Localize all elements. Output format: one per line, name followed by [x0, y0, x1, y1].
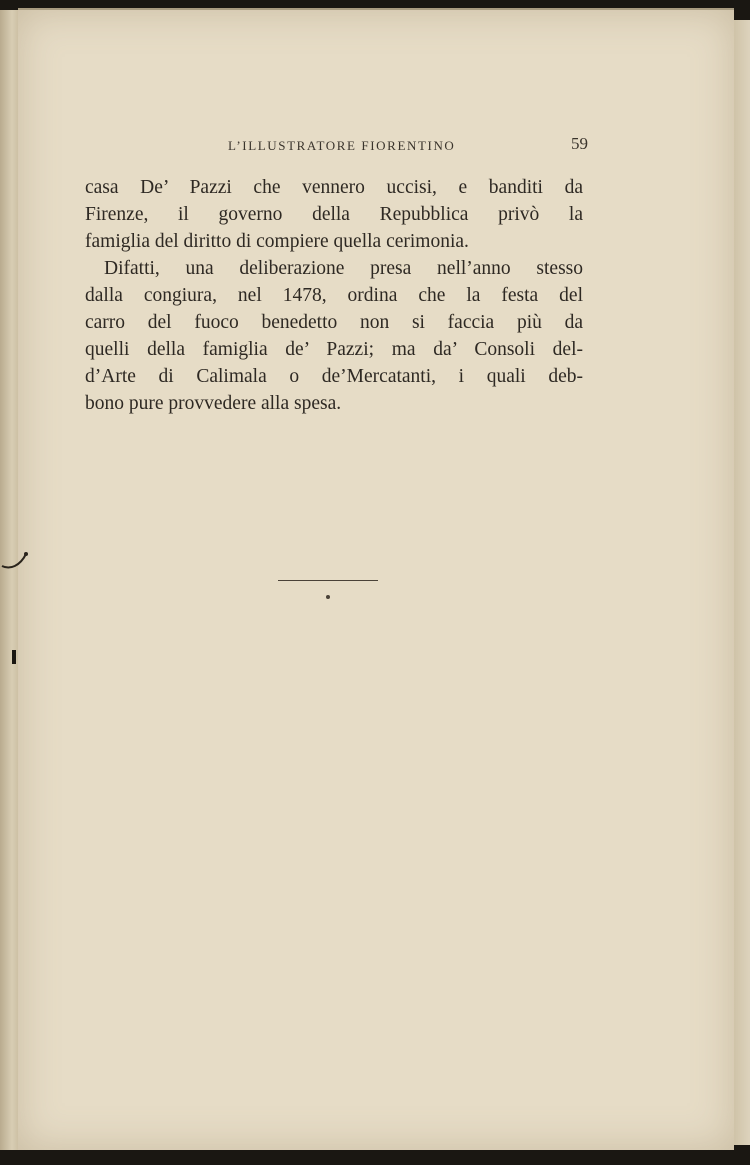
text-line: Difatti, una deliberazione presa nell’anno stesso — [104, 258, 583, 279]
text-line: casa De’ Pazzi che vennero uccisi, e banditi da — [85, 177, 583, 198]
right-page-edge — [734, 20, 750, 1145]
running-title: L’ILLUSTRATORE FIORENTINO — [228, 138, 456, 153]
body-text — [85, 174, 583, 417]
page-header — [78, 134, 588, 158]
text-line: bono pure provvedere alla spesa. — [85, 393, 342, 414]
text-line: d’Arte di Calimala o de’Mercatanti, i quali deb- — [85, 366, 583, 387]
binding-mark — [12, 650, 16, 664]
text-line: dalla congiura, nel 1478, ordina che la festa del — [85, 285, 583, 306]
section-end-rule — [278, 580, 378, 581]
text-line: quelli della famiglia de’ Pazzi; ma da’ Consoli del- — [85, 339, 583, 360]
book-page — [18, 8, 734, 1150]
binding-thread — [0, 548, 28, 572]
text-line: Firenze, il governo della Repubblica privò la — [85, 204, 583, 225]
text-line: famiglia del diritto di compiere quella cerimonia. — [85, 231, 469, 252]
ink-speck — [326, 595, 330, 599]
text-line: carro del fuoco benedetto non si faccia più da — [85, 312, 583, 333]
page-number: 59 — [571, 134, 588, 153]
